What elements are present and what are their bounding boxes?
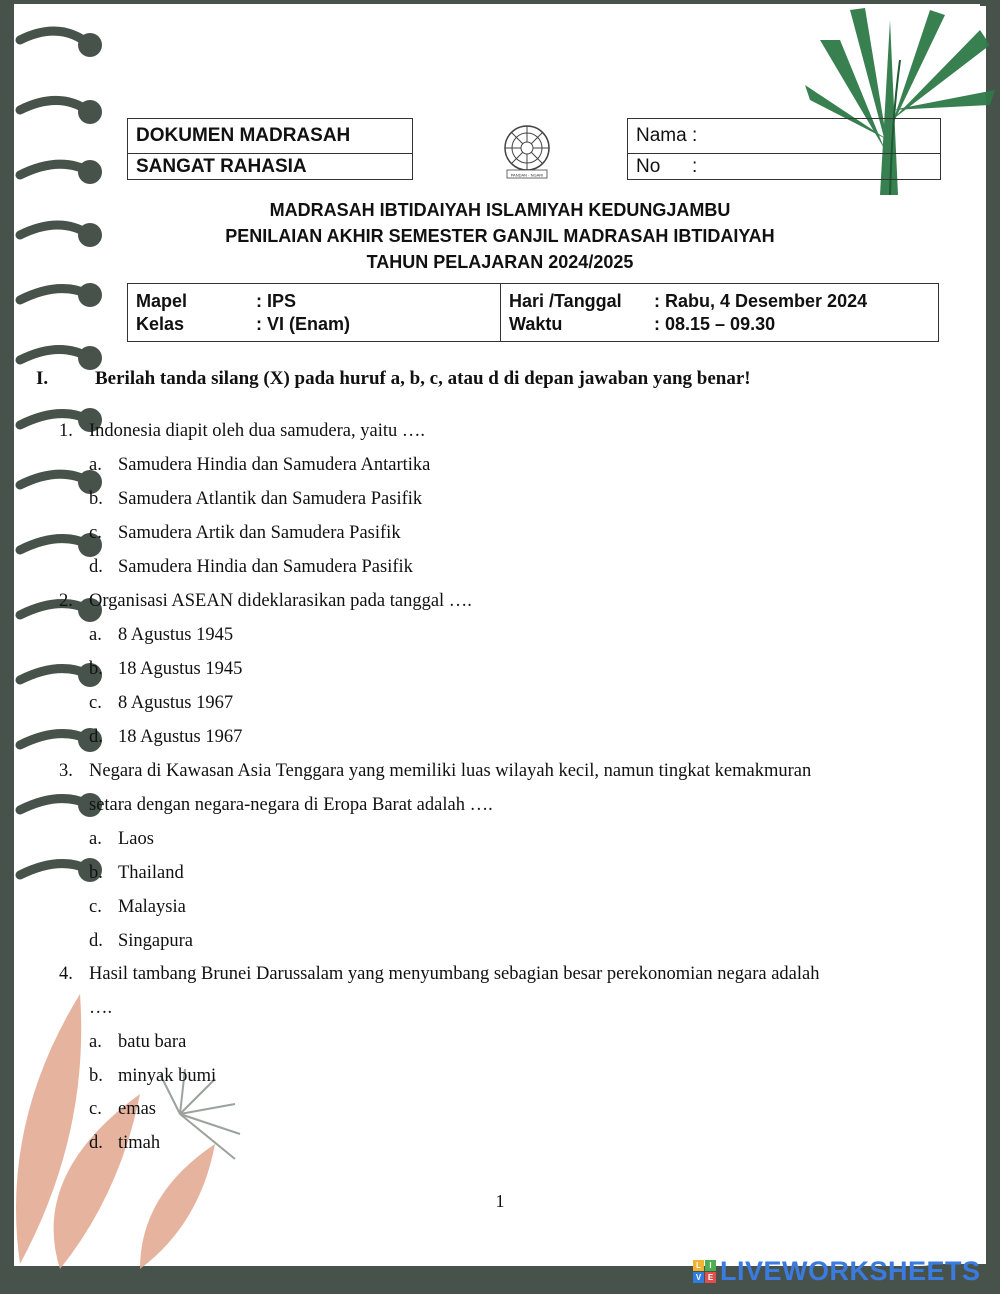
liveworksheets-watermark[interactable] [693, 1255, 981, 1286]
option-text: 8 Agustus 1945 [118, 625, 234, 645]
academic-year: TAHUN PELAJARAN 2024/2025 [366, 252, 634, 272]
option-text: Singapura [118, 931, 194, 951]
question-number: 1. [59, 421, 73, 441]
option-letter[interactable]: c. [89, 897, 102, 917]
number-field[interactable]: No : [628, 153, 940, 179]
question-number: 3. [59, 761, 73, 781]
option-letter[interactable]: c. [89, 693, 102, 713]
option-text: 18 Agustus 1967 [118, 727, 243, 747]
question-text: Negara di Kawasan Asia Tenggara yang memiliki luas wilayah kecil, namun tingkat kemakmuran [89, 761, 812, 781]
option-letter[interactable]: c. [89, 1099, 102, 1119]
autumn-leaves-decoration [0, 974, 280, 1274]
logo-letter-i: I [705, 1260, 716, 1271]
exam-title: PENILAIAN AKHIR SEMESTER GANJIL MADRASAH IBTIDAIYAH [225, 226, 775, 246]
option-text: batu bara [118, 1032, 187, 1052]
document-type: DOKUMEN MADRASAH [136, 125, 351, 146]
instruction-text: Berilah tanda silang (X) pada huruf a, b, c, atau d di depan jawaban yang benar! [95, 368, 751, 389]
student-identity-box [627, 118, 941, 180]
time-value: : 08.15 – 09.30 [654, 314, 776, 334]
option-text: Thailand [118, 863, 184, 883]
option-letter[interactable]: d. [89, 727, 103, 747]
option-letter[interactable]: b. [89, 489, 103, 509]
liveworksheets-logo-icon [693, 1260, 716, 1283]
subject-label: Mapel [136, 291, 188, 311]
class-label: Kelas [136, 314, 185, 334]
document-secrecy: SANGAT RAHASIA [128, 153, 412, 179]
option-text: Samudera Hindia dan Samudera Pasifik [118, 557, 413, 577]
section-number: I. [36, 368, 49, 389]
option-text: minyak bumi [118, 1066, 217, 1086]
question-number: 2. [59, 591, 73, 611]
document-classification-box [127, 118, 413, 180]
exam-info-table [127, 283, 939, 342]
option-letter[interactable]: b. [89, 863, 103, 883]
option-text: Samudera Artik dan Samudera Pasifik [118, 523, 401, 543]
option-letter[interactable]: b. [89, 659, 103, 679]
info-table-divider [500, 284, 501, 341]
option-text: Samudera Atlantik dan Samudera Pasifik [118, 489, 423, 509]
subject-value: : IPS [256, 291, 297, 311]
option-text: Malaysia [118, 897, 186, 917]
option-letter[interactable]: d. [89, 931, 103, 951]
logo-letter-v: V [693, 1272, 704, 1283]
school-name: MADRASAH IBTIDAIYAH ISLAMIYAH KEDUNGJAMBU [269, 200, 731, 220]
name-field[interactable]: Nama : [636, 125, 698, 146]
date-value: : Rabu, 4 Desember 2024 [654, 291, 868, 311]
time-label: Waktu [509, 314, 563, 334]
logo-letter-l: L [693, 1260, 704, 1271]
question-text: Organisasi ASEAN dideklarasikan pada tanggal …. [89, 591, 472, 611]
madrasah-emblem-icon [497, 122, 557, 180]
option-letter[interactable]: d. [89, 557, 103, 577]
logo-letter-e: E [705, 1272, 716, 1283]
question-text-continued: setara dengan negara-negara di Eropa Barat adalah …. [89, 795, 493, 815]
liveworksheets-brand: LIVEWORKSHEETS [720, 1255, 981, 1286]
option-text: Laos [118, 829, 154, 849]
option-letter[interactable]: a. [89, 829, 102, 849]
emblem-caption: PANDAN · NGARI [510, 172, 544, 178]
question-number: 4. [59, 964, 73, 984]
date-label: Hari /Tanggal [509, 291, 622, 311]
question-text: Hasil tambang Brunei Darussalam yang menyumbang sebagian besar perekonomian negara adalah [89, 964, 820, 984]
option-letter[interactable]: b. [89, 1066, 103, 1086]
option-text: timah [118, 1133, 161, 1153]
class-value: : VI (Enam) [256, 314, 351, 334]
option-text: 18 Agustus 1945 [118, 659, 243, 679]
option-text: 8 Agustus 1967 [118, 693, 234, 713]
option-letter[interactable]: c. [89, 523, 102, 543]
option-text: Samudera Hindia dan Samudera Antartika [118, 455, 431, 475]
option-letter[interactable]: d. [89, 1133, 103, 1153]
question-text: Indonesia diapit oleh dua samudera, yaitu …. [89, 421, 425, 441]
question-text-continued: …. [89, 998, 113, 1018]
option-letter[interactable]: a. [89, 625, 102, 645]
option-text: emas [118, 1099, 157, 1119]
option-letter[interactable]: a. [89, 455, 102, 475]
page-number: 1 [495, 1191, 505, 1211]
option-letter[interactable]: a. [89, 1032, 102, 1052]
